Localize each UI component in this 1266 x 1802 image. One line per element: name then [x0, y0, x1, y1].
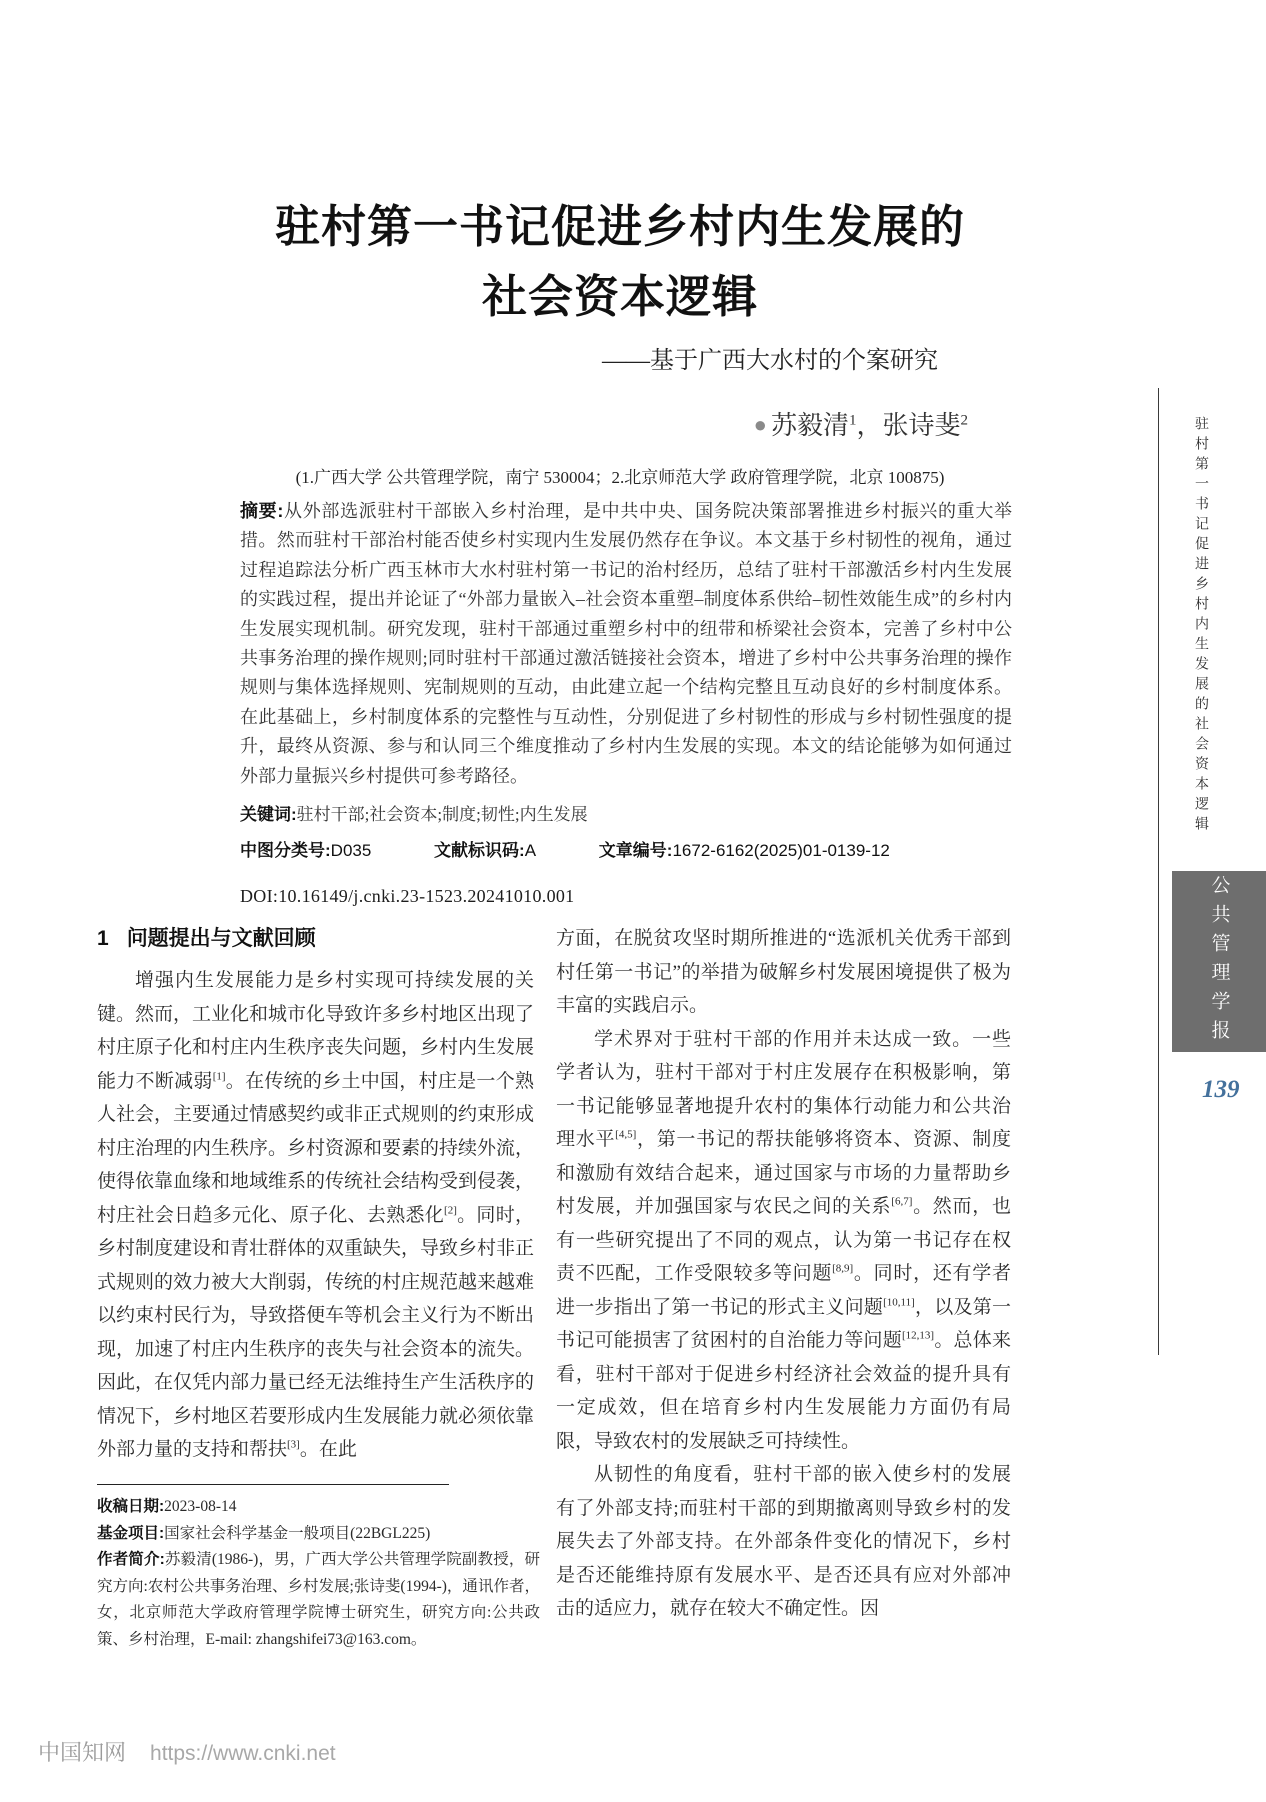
cnki-footer: [38, 1736, 336, 1767]
section-1-number: 1: [97, 927, 109, 950]
footnote-divider: [97, 1484, 449, 1485]
abstract-text: 从外部选派驻村干部嵌入乡村治理，是中共中央、国务院决策部署推进乡村振兴的重大举措。然而驻村干部治村能否使乡村实现内生发展仍然存在争议。本文基于乡村韧性的视角，通过过程追踪法分析广西玉林市大水村驻村第一书记的治村经历，总结了驻村干部激活乡村内生发展的实践过程，提出并论证了“外部力量嵌入–社会资本重塑–制度体系供给–韧性效能生成”的乡村内生发展实现机制。研究发现，驻村干部通过重塑乡村中的纽带和桥梁社会资本，完善了乡村中公共事务治理的操作规则;同时驻村干部通过激活链接社会资本，增进了乡村中公共事务治理的操作规则与集体选择规则、宪制规则的互动，由此建立起一个结构完整且互动良好的乡村制度体系。在此基础上，乡村制度体系的完整性与互动性，分别促进了乡村韧性的形成与乡村韧性强度的提升，最终从资源、参与和认同三个维度推动了乡村内生发展的实现。本文的结论能够为如何通过外部力量振兴乡村提供可参考路径。: [240, 501, 1013, 786]
article-subtitle: ——基于广西大水村的个案研究: [602, 348, 938, 374]
clc-value: D035: [330, 841, 372, 860]
article-no-pair: [599, 841, 890, 860]
keywords-line: [240, 800, 1012, 825]
doc-code-pair: [434, 841, 536, 860]
affiliation: (1.广西大学 公共管理学院，南宁 530004；2.北京师范大学 政府管理学院，北京 100875): [295, 468, 945, 487]
article-title-line2: 社会资本逻辑: [481, 271, 758, 322]
fund-value: 国家社会科学基金一般项目(22BGL225): [164, 1524, 431, 1542]
body-paragraph-right-3: 从韧性的角度看，驻村干部的嵌入使乡村的发展有了外部支持;而驻村干部的到期撤离则导致乡村的发展失去了外部支持。在外部条件变化的情况下，乡村是否还能维持原有发展水平、是否还具有应对外部冲击的适应力，就存在较大不确定性。因: [556, 1464, 1011, 1619]
title-block: [230, 192, 1010, 375]
received-value: 2023-08-14: [164, 1498, 237, 1515]
sidebar-divider-line: [1158, 388, 1159, 1355]
article-no-label: 文章编号:: [598, 841, 673, 860]
footnote-bio: [97, 1547, 540, 1653]
article-title-line1: 驻村第一书记促进乡村内生发展的: [274, 201, 965, 252]
footnote-received: [97, 1494, 540, 1521]
section-1-heading: [97, 924, 534, 954]
doc-code-label: 文献标识码:: [434, 841, 525, 860]
journal-name: 公共管理学报: [1208, 874, 1230, 1049]
section-1-title: 问题提出与文献回顾: [126, 927, 316, 950]
keywords-text: 驻村干部;社会资本;制度;韧性;内生发展: [296, 805, 588, 824]
body-column-right: [556, 922, 1011, 1626]
keywords-label: 关键词:: [240, 805, 297, 824]
footnote-fund: [97, 1521, 540, 1548]
clc-label: 中图分类号:: [240, 841, 331, 860]
footnote-block: [97, 1484, 540, 1653]
doc-code-value: A: [524, 841, 537, 860]
body-paragraph-right-2: 学术界对于驻村干部的作用并未达成一致。一些学者认为，驻村干部对于村庄发展存在积极影响，第一书记能够显著地提升农村的集体行动能力和公共治理水平[4,5]，第一书记的帮扶能够将资本、资源、制度和激励有效结合起来，通过国家与市场的力量帮助乡村发展，并加强国家与农民之间的关系[6,7]。然而，也有一些研究提出了不同的观点，认为第一书记存在权责不匹配，工作受限较多等问题[8,9]。同时，还有学者进一步指出了第一书记的形式主义问题[10,11]，以及第一书记可能损害了贫困村的自治能力等问题[12,13]。总体来看，驻村干部对于促进乡村经济社会效益的提升具有一定成效，但在培育乡村内生发展能力方面仍有局限，导致农村的发展缺乏可持续性。: [556, 1028, 1011, 1452]
body-paragraph-left: 增强内生发展能力是乡村实现可持续发展的关键。然而，工业化和城市化导致许多乡村地区出现了村庄原子化和村庄内生秩序丧失问题，乡村内生发展能力不断减弱[1]。在传统的乡土中国，村庄是一个熟人社会，主要通过情感契约或非正式规则的约束形成村庄治理的内生秩序。乡村资源和要素的持续外流，使得依靠血缘和地域维系的传统社会结构受到侵袭，村庄社会日趋多元化、原子化、去熟悉化[2]。同时，乡村制度建设和青壮群体的双重缺失，导致乡村非正式规则的效力被大大削弱，传统的村庄规范越来越难以约束村民行为，导致搭便车等机会主义行为不断出现，加速了村庄内生秩序的丧失与社会资本的流失。因此，在仅凭内部力量已经无法维持生产生活秩序的情况下，乡村地区若要形成内生发展能力就必须依靠外部力量的支持和帮扶[3]。在此: [97, 970, 535, 1460]
cnki-url: https://www.cnki.net: [150, 1742, 336, 1765]
classification-line: [240, 836, 1012, 861]
journal-name-box: [1172, 871, 1266, 1052]
abstract: [240, 497, 1012, 791]
author-bullet-icon: ●: [753, 412, 767, 437]
doi: DOI:10.16149/j.cnki.23-1523.20241010.001: [240, 886, 575, 906]
cnki-brand: 中国知网: [38, 1740, 127, 1765]
sidebar-vertical-title: 驻村第一书记促进乡村内生发展的社会资本逻辑: [1193, 416, 1208, 836]
body-paragraph-right-1: 方面，在脱贫攻坚时期所推进的“选派机关优秀干部到村任第一书记”的举措为破解乡村发展困境提供了极为丰富的实践启示。: [556, 928, 1011, 1016]
fund-label: 基金项目:: [97, 1524, 165, 1542]
received-label: 收稿日期:: [97, 1498, 165, 1515]
author-line: [230, 405, 1010, 442]
clc-pair: [240, 841, 371, 860]
body-column-left: [97, 924, 534, 1467]
page-number: 139: [1202, 1076, 1240, 1103]
author-names: 苏毅清$^1$，张诗斐$^2$: [770, 411, 968, 440]
abstract-label: 摘要:: [240, 501, 284, 521]
bio-value: 苏毅清(1986-)，男，广西大学公共管理学院副教授，研究方向:农村公共事务治理、乡村发展;张诗斐(1994-)，通讯作者，女，北京师范大学政府管理学院博士研究生，研究方向:公共政策、乡村治理，E-mail: zhangshifei73@163.com。: [97, 1551, 540, 1648]
article-no-value: 1672-6162(2025)01-0139-12: [672, 841, 890, 860]
bio-label: 作者简介:: [97, 1551, 165, 1568]
